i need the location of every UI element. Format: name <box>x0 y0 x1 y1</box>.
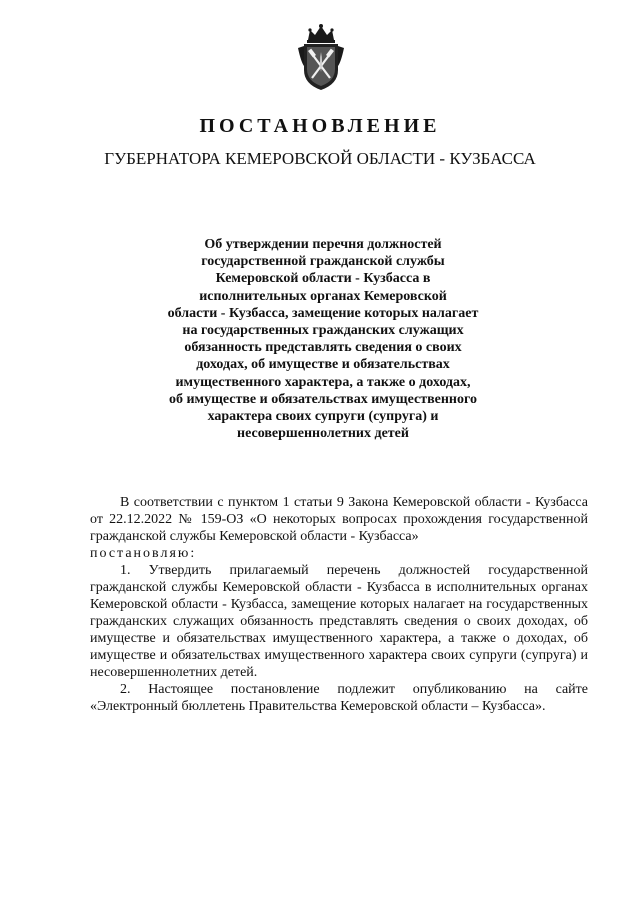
document-title <box>150 236 496 442</box>
title-line: Об утверждении перечня должностей <box>204 237 442 252</box>
issuer-heading: ГУБЕРНАТОРА КЕМЕРОВСКОЙ ОБЛАСТИ - КУЗБАССА <box>104 149 536 168</box>
title-line: Кемеровской области - Кузбасса в <box>215 271 431 287</box>
title-line: доходах, об имуществе и обязательствах <box>196 357 450 373</box>
title-line: несовершеннолетних детей <box>237 426 409 442</box>
item-1-paragraph: 1. Утвердить прилагаемый перечень должностей государственной гражданской службы Кемеровской области - Кузбасса в исполнительных органах Кемеровской области - Кузбасса, замещение которых налагает на государственных гражданских служащих обязанность представлять сведения о своих доходах, об имуществе и обязательствах имущественного характера, а также о доходах, об имуществе и обязательствах имущественного характера своих супруги (супруга) и несовершеннолетних детей. <box>90 563 588 680</box>
item-2-paragraph: 2. Настоящее постановление подлежит опубликованию на сайте «Электронный бюллетень Правительства Кемеровской области – Кузбасса». <box>90 682 588 714</box>
title-line: об имуществе и обязательствах имущественного <box>168 391 478 407</box>
kuzbass-coat-of-arms-icon <box>296 22 346 92</box>
title-line: обязанность представлять сведения о своих <box>184 340 462 356</box>
decree-word: постановляю: <box>90 546 197 561</box>
preamble-paragraph: В соответствии с пунктом 1 статьи 9 Закона Кемеровской области - Кузбасса от 22.12.2022 № 159-ОЗ «О некоторых вопросах прохождения государственной гражданской службы Кемеровской области - Кузбасса» <box>90 495 588 544</box>
title-line: характера своих супруги (супруга) и <box>207 409 439 425</box>
title-line: государственной гражданской службы <box>201 254 445 270</box>
document-body <box>90 494 588 715</box>
title-line: на государственных гражданских служащих <box>182 323 464 339</box>
title-line: исполнительных органах Кемеровской <box>199 288 447 304</box>
title-line: области - Кузбасса, замещение которых налагает <box>167 305 479 321</box>
title-line: имущественного характера, а также о доходах, <box>175 374 471 390</box>
document-type-heading: ПОСТАНОВЛЕНИЕ <box>199 115 441 137</box>
